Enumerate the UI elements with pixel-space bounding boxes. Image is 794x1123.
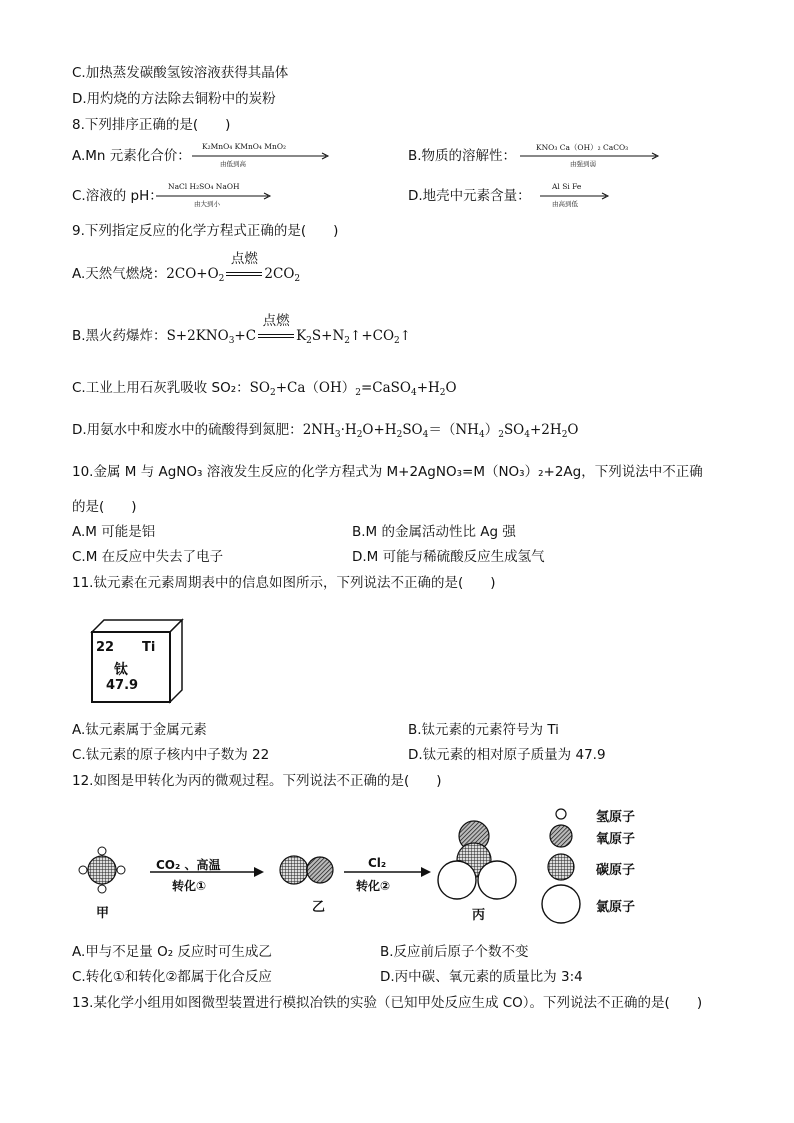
q9-b-label: B.黑火药爆炸：	[72, 328, 167, 344]
legend-oxygen: 氧原子	[596, 832, 636, 847]
legend-hydrogen: 氢原子	[596, 810, 636, 825]
q8-stem: 8.下列排序正确的是( )	[72, 117, 231, 133]
molecule-yi	[280, 856, 333, 884]
q8-b-order: 由强到弱	[570, 160, 596, 168]
molecule-jia	[79, 847, 125, 893]
q12-option-a: A.甲与不足量 O₂ 反应时可生成乙	[72, 944, 272, 960]
q11-option-d: D.钛元素的相对原子质量为 47.9	[408, 747, 606, 763]
element-cell-figure	[84, 612, 184, 704]
element-name: 钛	[114, 662, 128, 678]
q7-option-d: D.用灼烧的方法除去铜粉中的炭粉	[72, 91, 276, 107]
element-symbol: Ti	[142, 640, 156, 655]
q9-stem: 9.下列指定反应的化学方程式正确的是( )	[72, 223, 339, 239]
q10-option-a: A.M 可能是铝	[72, 524, 156, 540]
q9-a-label: A.天然气燃烧：	[72, 266, 167, 282]
q10-stem-line1: 10.金属 M 与 AgNO₃ 溶液发生反应的化学方程式为 M+2AgNO₃=M（NO₃）₂+2Ag，下列说法中不正确	[72, 464, 703, 480]
q10-option-b: B.M 的金属活动性比 Ag 强	[352, 524, 516, 540]
q12-option-c: C.转化①和转化②都属于化合反应	[72, 969, 272, 985]
molecular-diagram	[72, 800, 692, 930]
q10-stem-line2: 的是( )	[72, 499, 137, 515]
step1-label: 转化①	[172, 879, 207, 893]
q9-d-label: D.用氨水中和废水中的硫酸得到氮肥：	[72, 422, 303, 438]
q11-option-c: C.钛元素的原子核内中子数为 22	[72, 747, 270, 763]
q11-option-a: A.钛元素属于金属元素	[72, 722, 207, 738]
q12-option-b: B.反应前后原子个数不变	[380, 944, 529, 960]
label-bing: 丙	[472, 908, 486, 923]
q9-option-b: B.黑火药爆炸：$S+2KNO_3+C$ 点燃 $K_2S+N_2↑+CO_2↑$	[72, 313, 412, 346]
label-yi: 乙	[312, 900, 326, 915]
q8-option-d-label: D.地壳中元素含量：	[408, 188, 531, 204]
q7-option-c: C.加热蒸发碳酸氢铵溶液获得其晶体	[72, 65, 289, 81]
q8-option-c-label: C.溶液的 pH：	[72, 188, 163, 204]
atomic-mass: 47.9	[106, 678, 139, 693]
q8-a-order: 由低到高	[220, 160, 246, 168]
q8-option-b-label: B.物质的溶解性：	[408, 148, 517, 164]
q11-option-b: B.钛元素的元素符号为 Ti	[408, 722, 559, 738]
q8-d-order: 由高到低	[552, 200, 578, 208]
q9-c-label: C.工业上用石灰乳吸收 SO₂：	[72, 380, 250, 396]
step2-label: 转化②	[356, 879, 391, 893]
q8-a-sequence: K₂MnO₄ KMnO₄ MnO₂	[202, 142, 286, 151]
q9-option-d: D.用氨水中和废水中的硫酸得到氮肥：$2NH_3\cdot H_2O+H_2SO_4=(NH_4)_2SO_4+2H_2O$	[72, 422, 579, 440]
atomic-number: 22	[96, 640, 115, 655]
q9-a-condition: 点燃	[230, 251, 258, 267]
q8-c-order: 由大到小	[194, 200, 220, 208]
q10-option-d: D.M 可能与稀硫酸反应生成氢气	[352, 549, 545, 565]
q9-b-condition: 点燃	[262, 313, 290, 329]
q13-stem: 13.某化学小组用如图微型装置进行模拟冶铁的实验（已知甲处反应生成 CO）。下列说法不正确的是( )	[72, 995, 703, 1011]
step2-condition: Cl₂	[368, 856, 387, 870]
q8-option-a-label: A.Mn 元素化合价：	[72, 148, 191, 164]
label-jia: 甲	[96, 906, 110, 921]
q11-stem: 11.钛元素在元素周期表中的信息如图所示，下列说法不正确的是( )	[72, 575, 496, 591]
q8-d-sequence: Al Si Fe	[552, 182, 582, 191]
q8-c-sequence: NaCl H₂SO₄ NaOH	[168, 182, 240, 191]
q12-stem: 12.如图是甲转化为丙的微观过程。下列说法不正确的是( )	[72, 773, 442, 789]
q9-option-c: C.工业上用石灰乳吸收 SO₂：$SO_2+Ca(OH)_2=CaSO_4+H_2O$	[72, 380, 457, 398]
q8-b-sequence: KNO₃ Ca（OH）₂ CaCO₃	[536, 143, 629, 152]
q9-option-a: A.天然气燃烧：$2CO+O_2$ 点燃 $2CO_2$	[72, 251, 301, 284]
legend-chlorine: 氯原子	[596, 900, 636, 915]
q12-option-d: D.丙中碳、氧元素的质量比为 3:4	[380, 969, 583, 985]
q10-option-c: C.M 在反应中失去了电子	[72, 549, 224, 565]
molecule-bing	[438, 821, 516, 899]
step1-condition: CO₂ 、高温	[156, 858, 221, 872]
legend-carbon: 碳原子	[596, 863, 636, 878]
